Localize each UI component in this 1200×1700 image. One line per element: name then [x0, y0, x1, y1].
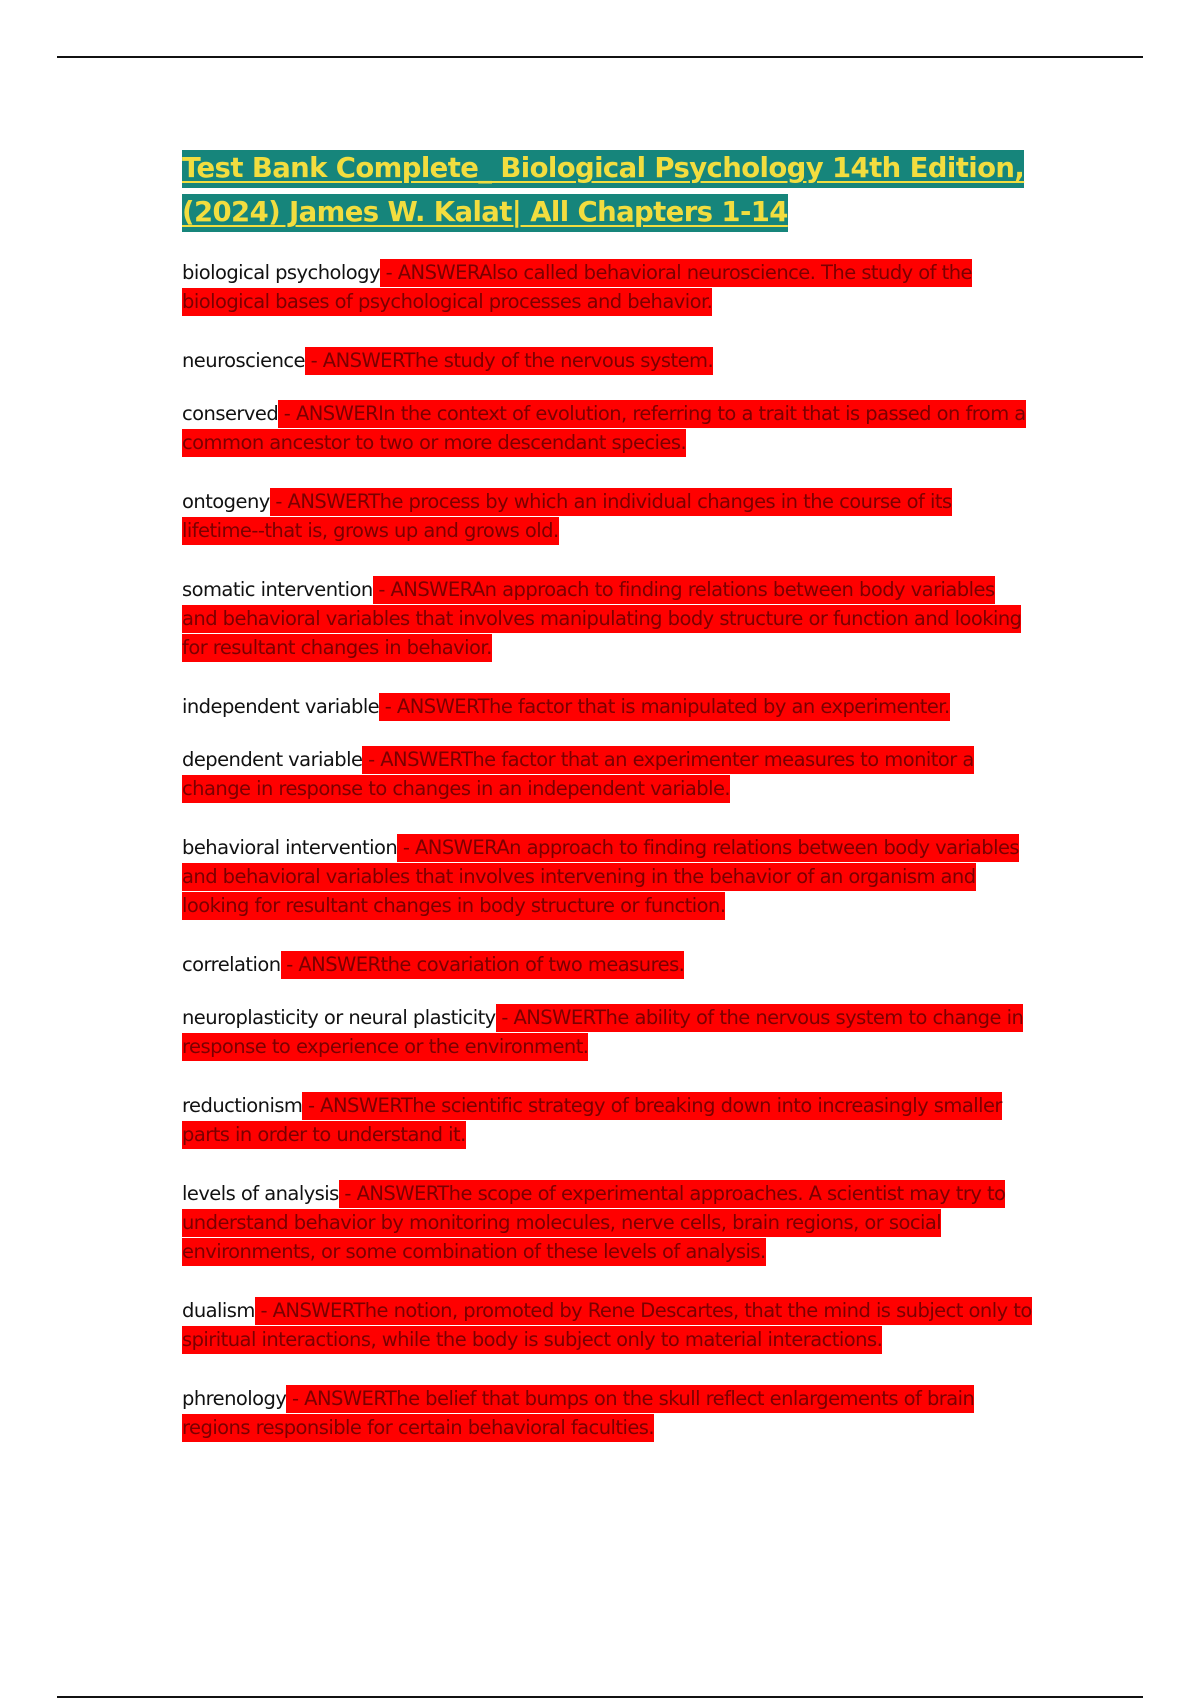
entry-term: neuroscience [182, 349, 306, 372]
title-highlight: Test Bank Complete_ Biological Psychology 14th Edition, (2024) James W. Kalat| All Chapters 1-14 [182, 150, 1024, 232]
entry-answer: - ANSWERthe covariation of two measures. [281, 951, 685, 979]
document-title [182, 146, 1032, 234]
qa-entry [182, 487, 1032, 545]
entry-answer: - ANSWERThe factor that an experimenter measures to monitor a change in response to changes in an independent variable. [182, 746, 974, 803]
entry-answer: - ANSWERIn the context of evolution, referring to a trait that is passed on from a common ancestor to two or more descendant species. [182, 400, 1026, 457]
qa-entry [182, 258, 1032, 316]
qa-entry [182, 1384, 1032, 1442]
entry-term: dualism [182, 1299, 255, 1322]
footer-rule [57, 1696, 1143, 1698]
entry-term: neuroplasticity or neural plasticity [182, 1006, 496, 1029]
entry-answer: - ANSWERThe notion, promoted by Rene Descartes, that the mind is subject only to spiritual interactions, while the body is subject only to material interactions. [182, 1297, 1032, 1354]
entry-term: biological psychology [182, 261, 380, 284]
entry-term: phrenology [182, 1387, 287, 1410]
entry-answer: - ANSWERThe belief that bumps on the skull reflect enlargements of brain regions responsible for certain behavioral faculties. [182, 1385, 974, 1442]
qa-entry [182, 833, 1032, 920]
qa-entry [182, 1091, 1032, 1149]
entry-term: conserved [182, 402, 279, 425]
qa-entry [182, 692, 1032, 721]
qa-entry [182, 745, 1032, 803]
qa-entry [182, 1296, 1032, 1354]
header-rule [57, 56, 1143, 58]
entry-term: independent variable [182, 695, 380, 718]
entry-answer: - ANSWERThe scope of experimental approaches. A scientist may try to understand behavior by monitoring molecules, nerve cells, brain regions, or social environments, or some combination of these levels of analysis. [182, 1180, 1005, 1266]
entry-answer: - ANSWERThe study of the nervous system. [305, 347, 713, 375]
entry-term: behavioral intervention [182, 836, 398, 859]
qa-entry [182, 346, 1032, 375]
entry-term: somatic intervention [182, 578, 373, 601]
entry-answer: - ANSWERThe scientific strategy of breaking down into increasingly smaller parts in order to understand it. [182, 1092, 1002, 1149]
entry-term: reductionism [182, 1094, 303, 1117]
entry-answer: - ANSWERThe process by which an individual changes in the course of its lifetime--that is, grows up and grows old. [182, 488, 952, 545]
qa-entry [182, 399, 1032, 457]
document-body [182, 146, 1032, 1472]
entry-answer: - ANSWERThe factor that is manipulated by an experimenter. [379, 693, 949, 721]
entry-term: levels of analysis [182, 1182, 339, 1205]
entry-answer: - ANSWERThe ability of the nervous system to change in response to experience or the environment. [182, 1004, 1023, 1061]
entry-answer: - ANSWERAlso called behavioral neuroscience. The study of the biological bases of psychological processes and behavior. [182, 259, 972, 316]
entry-answer: - ANSWERAn approach to finding relations between body variables and behavioral variables that involves intervening in the behavior of an organism and looking for resultant changes in body structure or function. [182, 834, 1019, 920]
entry-answer: - ANSWERAn approach to finding relations between body variables and behavioral variables that involves manipulating body structure or function and looking for resultant changes in behavior. [182, 576, 1021, 662]
entry-term: ontogeny [182, 490, 270, 513]
qa-entry [182, 1003, 1032, 1061]
entry-term: dependent variable [182, 748, 363, 771]
entry-term: correlation [182, 953, 281, 976]
qa-entry [182, 950, 1032, 979]
qa-entry [182, 1179, 1032, 1266]
qa-entry [182, 575, 1032, 662]
